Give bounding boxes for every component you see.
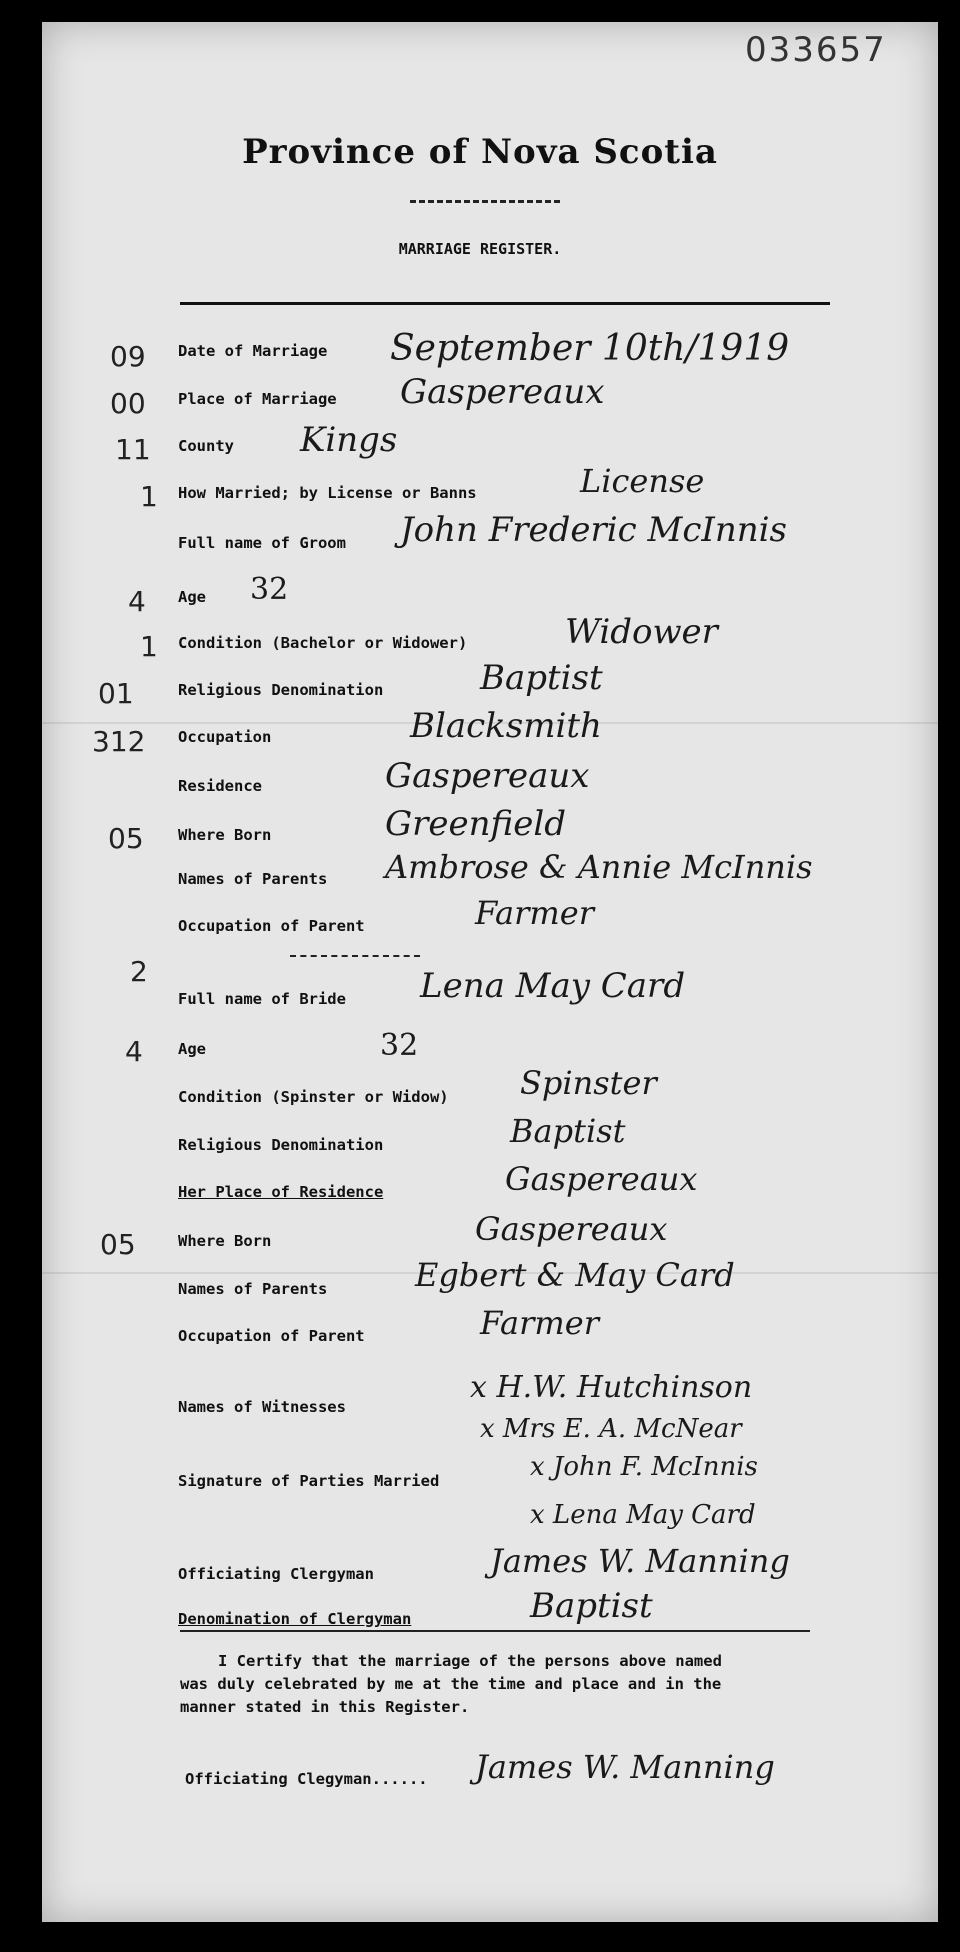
party-signature: x Lena May Card [530,1500,756,1530]
witness-name: x H.W. Hutchinson [470,1370,753,1405]
denomination-clergyman-label: Denomination of Clergyman [178,1610,412,1628]
signatures-label: Signature of Parties Married [178,1472,440,1490]
field-code: 05 [108,822,144,855]
field-value: 32 [250,572,289,607]
field-code: 1 [140,480,158,513]
field-value: License [580,462,705,500]
certificate-sign-label: Officiating Clegyman...... [185,1770,428,1788]
field-label: Her Place of Residence [178,1183,384,1201]
document-subtitle: MARRIAGE REGISTER. [398,240,562,258]
certificate-line: was duly celebrated by me at the time and place and in the [180,1675,722,1693]
witness-name: x Mrs E. A. McNear [480,1414,742,1444]
field-label: How Married; by License or Banns [178,484,477,502]
field-code: 312 [92,725,146,758]
field-value: Ambrose & Annie McInnis [385,848,813,886]
field-label: Full name of Bride [178,990,346,1008]
field-code: 09 [110,340,146,373]
field-value: Egbert & May Card [415,1256,735,1294]
certificate-text [180,1650,880,1719]
field-value: Widower [565,612,718,652]
field-value: Greenfield [385,804,566,844]
section-divider [290,955,420,957]
field-value: Gaspereaux [400,372,605,412]
field-label: Full name of Groom [178,534,346,552]
field-code: 11 [115,433,151,466]
field-label: Date of Marriage [178,342,328,360]
party-signature: x John F. McInnis [530,1452,758,1482]
field-value: September 10th/1919 [390,328,790,369]
field-label: Condition (Bachelor or Widower) [178,634,468,652]
field-value: Baptist [480,658,603,698]
field-label: Religious Denomination [178,1136,384,1154]
field-label: Age [178,588,206,606]
field-value: Baptist [510,1112,626,1150]
field-label: Occupation of Parent [178,1327,365,1345]
field-value: 32 [380,1028,419,1063]
field-label: Where Born [178,1232,272,1250]
field-label: Names of Parents [178,1280,328,1298]
reference-number: 033657 [745,30,887,70]
header-rule [180,302,830,305]
field-label: Occupation of Parent [178,917,365,935]
field-label: Place of Marriage [178,390,337,408]
title-divider [410,200,560,203]
field-label: Residence [178,777,262,795]
field-code: 00 [110,387,146,420]
field-code: 1 [140,630,158,663]
field-value: Farmer [480,1304,599,1342]
field-value: Gaspereaux [505,1160,698,1198]
field-label: Age [178,1040,206,1058]
certificate-line: manner stated in this Register. [180,1698,470,1716]
field-value: Gaspereaux [385,756,590,796]
field-label: Condition (Spinster or Widow) [178,1088,449,1106]
field-code: 05 [100,1228,136,1261]
field-code: 2 [130,955,148,988]
field-value: John Frederic McInnis [400,510,787,550]
officiating-clergyman-label: Officiating Clergyman [178,1565,374,1583]
field-value: Gaspereaux [475,1210,668,1248]
witnesses-label: Names of Witnesses [178,1398,346,1416]
field-value: Farmer [475,894,594,932]
field-code: 4 [128,585,146,618]
field-label: Occupation [178,728,272,746]
certificate-rule [180,1630,810,1632]
field-value: Spinster [520,1064,657,1102]
field-value: Lena May Card [420,966,686,1006]
field-value: Blacksmith [410,706,602,746]
field-code: 4 [125,1035,143,1068]
field-label: Religious Denomination [178,681,384,699]
denomination-clergyman-value: Baptist [530,1586,653,1626]
officiating-clergyman-value: James W. Manning [490,1542,790,1580]
document-title: Province of Nova Scotia [242,132,718,172]
field-value: Kings [300,420,398,460]
field-label: Where Born [178,826,272,844]
field-code: 01 [98,677,134,710]
certificate-line: I Certify that the marriage of the persons above named [218,1652,722,1670]
field-label: County [178,437,234,455]
certificate-signature: James W. Manning [475,1748,775,1786]
field-label: Names of Parents [178,870,328,888]
